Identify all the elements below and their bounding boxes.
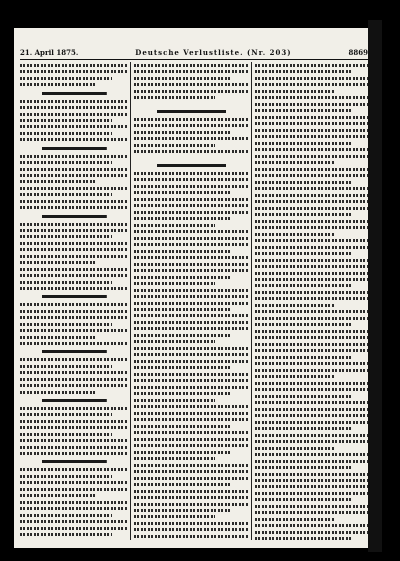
text-line: [134, 129, 232, 135]
text-line: [255, 88, 334, 94]
text-line: [255, 75, 368, 81]
text-line: [134, 116, 249, 122]
text-line: [134, 312, 249, 318]
text-line: [134, 494, 249, 500]
text-line: [255, 257, 368, 263]
text-line: [255, 172, 368, 178]
text-line: [134, 68, 249, 74]
text-line: [134, 513, 215, 519]
text-column-right: [255, 62, 368, 540]
column-divider: [130, 62, 131, 540]
text-line: [20, 227, 128, 233]
text-line: [134, 189, 232, 195]
text-line: [20, 363, 112, 369]
section-heading: [20, 213, 128, 220]
text-line: [134, 481, 232, 487]
text-line: [255, 535, 351, 540]
text-line: [20, 246, 128, 252]
text-line: [134, 390, 232, 396]
text-line: [134, 222, 215, 228]
text-line: [20, 285, 128, 291]
text-line: [20, 411, 112, 417]
section-heading: [20, 458, 128, 465]
text-line: [20, 62, 128, 68]
text-line: [134, 148, 249, 154]
text-line: [255, 393, 351, 399]
text-line: [20, 376, 128, 382]
text-line: [134, 306, 232, 312]
text-line: [255, 231, 334, 237]
text-line: [20, 418, 128, 424]
section-heading: [20, 397, 128, 404]
text-line: [20, 191, 112, 197]
text-line: [134, 202, 249, 208]
text-line: [255, 107, 351, 113]
text-line: [20, 492, 96, 498]
text-line: [20, 136, 128, 142]
text-line: [255, 101, 368, 107]
text-line: [20, 518, 128, 524]
text-line: [255, 140, 351, 146]
text-line: [134, 170, 249, 176]
text-line: [255, 321, 351, 327]
text-line: [134, 81, 249, 87]
text-line: [20, 153, 128, 159]
text-line: [255, 360, 368, 366]
text-line: [255, 477, 368, 483]
text-line: [134, 183, 249, 189]
text-line: [134, 62, 249, 68]
text-line: [255, 224, 368, 230]
text-line: [134, 88, 249, 94]
text-line: [20, 479, 128, 485]
text-line: [134, 416, 249, 422]
text-line: [255, 94, 368, 100]
text-line: [134, 371, 249, 377]
text-line: [255, 62, 368, 68]
text-line: [255, 237, 368, 243]
text-line: [255, 341, 368, 347]
section-heading: [20, 145, 128, 152]
text-line: [134, 384, 249, 390]
text-line: [134, 248, 232, 254]
text-line: [134, 345, 249, 351]
text-line: [20, 259, 96, 265]
text-line: [134, 135, 249, 141]
text-line: [134, 364, 232, 370]
column-divider: [251, 62, 252, 540]
text-line: [134, 215, 232, 221]
text-line: [134, 423, 232, 429]
text-line: [20, 240, 128, 246]
text-line: [20, 266, 128, 272]
text-line: [20, 405, 128, 411]
text-line: [20, 437, 128, 443]
text-line: [255, 380, 368, 386]
text-line: [255, 315, 368, 321]
text-line: [255, 153, 368, 159]
text-line: [255, 244, 368, 250]
text-line: [134, 142, 215, 148]
scan-edge: [368, 20, 382, 552]
text-line: [255, 192, 368, 198]
text-line: [134, 501, 249, 507]
text-line: [134, 261, 249, 267]
text-line: [134, 280, 215, 286]
text-line: [255, 127, 368, 133]
text-line: [255, 503, 368, 509]
text-line: [134, 122, 249, 128]
text-line: [134, 526, 249, 532]
text-line: [255, 432, 368, 438]
text-line: [20, 204, 128, 210]
text-line: [255, 516, 334, 522]
text-line: [134, 436, 249, 442]
text-line: [255, 438, 368, 444]
text-line: [255, 373, 334, 379]
text-line: [20, 233, 112, 239]
text-line: [134, 176, 249, 182]
text-line: [255, 81, 368, 87]
text-line: [255, 133, 368, 139]
text-line: [255, 302, 334, 308]
text-line: [255, 354, 351, 360]
spacer: [134, 101, 249, 106]
text-line: [20, 123, 128, 129]
text-line: [255, 509, 368, 515]
text-column-left: [20, 62, 128, 540]
text-line: [134, 300, 249, 306]
text-line: [255, 522, 368, 528]
text-line: [20, 499, 128, 505]
page-header: [20, 46, 368, 58]
text-line: [20, 512, 112, 518]
text-line: [255, 179, 351, 185]
text-line: [134, 429, 249, 435]
text-line: [255, 295, 368, 301]
text-line: [20, 111, 128, 117]
text-line: [20, 301, 128, 307]
text-line: [255, 114, 368, 120]
page-date: 21. April 1875.: [20, 47, 79, 57]
text-line: [255, 250, 351, 256]
text-line: [134, 319, 249, 325]
text-line: [255, 270, 368, 276]
text-line: [20, 450, 128, 456]
text-line: [134, 449, 232, 455]
text-line: [255, 159, 334, 165]
text-line: [255, 68, 351, 74]
text-line: [134, 358, 249, 364]
text-line: [20, 444, 128, 450]
text-line: [20, 117, 112, 123]
text-line: [20, 486, 128, 492]
section-heading: [20, 90, 128, 97]
text-line: [255, 276, 368, 282]
text-line: [20, 98, 128, 104]
text-line: [134, 533, 249, 539]
text-line: [20, 431, 112, 437]
text-line: [20, 525, 128, 531]
text-line: [20, 221, 128, 227]
text-line: [134, 507, 232, 513]
text-line: [20, 159, 112, 165]
text-line: [255, 386, 368, 392]
text-line: [20, 185, 128, 191]
text-line: [20, 473, 112, 479]
section-heading: [20, 348, 128, 355]
text-line: [255, 198, 368, 204]
text-line: [255, 406, 368, 412]
text-line: [20, 424, 128, 430]
text-line: [134, 235, 249, 241]
text-line: [20, 178, 96, 184]
text-line: [255, 347, 368, 353]
text-line: [255, 218, 368, 224]
text-line: [134, 455, 215, 461]
section-heading: [20, 539, 128, 540]
section-heading: [20, 293, 128, 300]
page-title: Deutsche Verlustliste. (Nr. 203): [135, 47, 292, 57]
text-line: [20, 198, 128, 204]
text-line: [20, 104, 128, 110]
text-line: [255, 451, 368, 457]
text-line: [20, 327, 128, 333]
text-line: [255, 120, 368, 126]
text-line: [255, 367, 368, 373]
text-line: [134, 241, 249, 247]
text-line: [255, 425, 351, 431]
text-line: [134, 228, 249, 234]
text-line: [134, 338, 215, 344]
text-line: [134, 75, 232, 81]
text-line: [255, 328, 368, 334]
text-line: [255, 282, 351, 288]
text-line: [20, 334, 96, 340]
text-line: [20, 308, 128, 314]
text-line: [255, 211, 351, 217]
text-line: [20, 356, 128, 362]
text-line: [134, 351, 249, 357]
text-line: [20, 130, 112, 136]
text-line: [20, 382, 128, 388]
text-line: [20, 531, 112, 537]
text-line: [255, 399, 368, 405]
text-line: [134, 287, 249, 293]
text-line: [134, 293, 249, 299]
section-heading: [134, 108, 249, 115]
text-line: [20, 314, 128, 320]
text-line: [20, 253, 128, 259]
text-line: [255, 263, 368, 269]
text-line: [255, 419, 368, 425]
scanned-page: [14, 28, 374, 548]
text-line: [134, 442, 249, 448]
text-line: [20, 279, 112, 285]
text-line: [20, 166, 128, 172]
text-line: [134, 403, 249, 409]
text-line: [255, 490, 368, 496]
page-number: 8869: [348, 47, 368, 57]
text-line: [134, 274, 232, 280]
text-line: [134, 468, 249, 474]
text-line: [20, 172, 128, 178]
text-line: [255, 458, 368, 464]
text-line: [20, 466, 128, 472]
text-line: [20, 272, 128, 278]
text-line: [134, 196, 249, 202]
text-line: [255, 471, 368, 477]
text-line: [134, 410, 249, 416]
text-line: [255, 205, 368, 211]
text-line: [134, 209, 249, 215]
text-line: [134, 254, 249, 260]
text-line: [20, 81, 96, 87]
text-line: [20, 321, 112, 327]
text-line: [255, 289, 368, 295]
section-heading: [134, 162, 249, 169]
text-line: [134, 520, 249, 526]
text-line: [134, 325, 249, 331]
text-line: [255, 445, 334, 451]
text-line: [20, 340, 128, 346]
text-line: [20, 68, 128, 74]
text-line: [134, 332, 232, 338]
text-line: [20, 75, 112, 81]
text-line: [134, 267, 249, 273]
text-line: [20, 389, 96, 395]
text-line: [134, 94, 215, 100]
text-line: [255, 185, 368, 191]
text-line: [134, 539, 232, 540]
text-line: [255, 308, 368, 314]
text-line: [134, 488, 249, 494]
text-line: [134, 377, 249, 383]
text-line: [255, 464, 351, 470]
text-line: [134, 397, 215, 403]
spacer: [134, 155, 249, 160]
header-rule: [20, 59, 368, 60]
text-line: [255, 529, 368, 535]
text-line: [255, 334, 368, 340]
text-line: [255, 146, 368, 152]
text-column-middle: [134, 62, 249, 540]
text-line: [255, 166, 368, 172]
text-line: [20, 505, 128, 511]
text-line: [134, 462, 249, 468]
text-line: [20, 369, 128, 375]
text-line: [255, 496, 351, 502]
text-line: [255, 483, 368, 489]
text-line: [255, 412, 368, 418]
text-line: [134, 475, 249, 481]
